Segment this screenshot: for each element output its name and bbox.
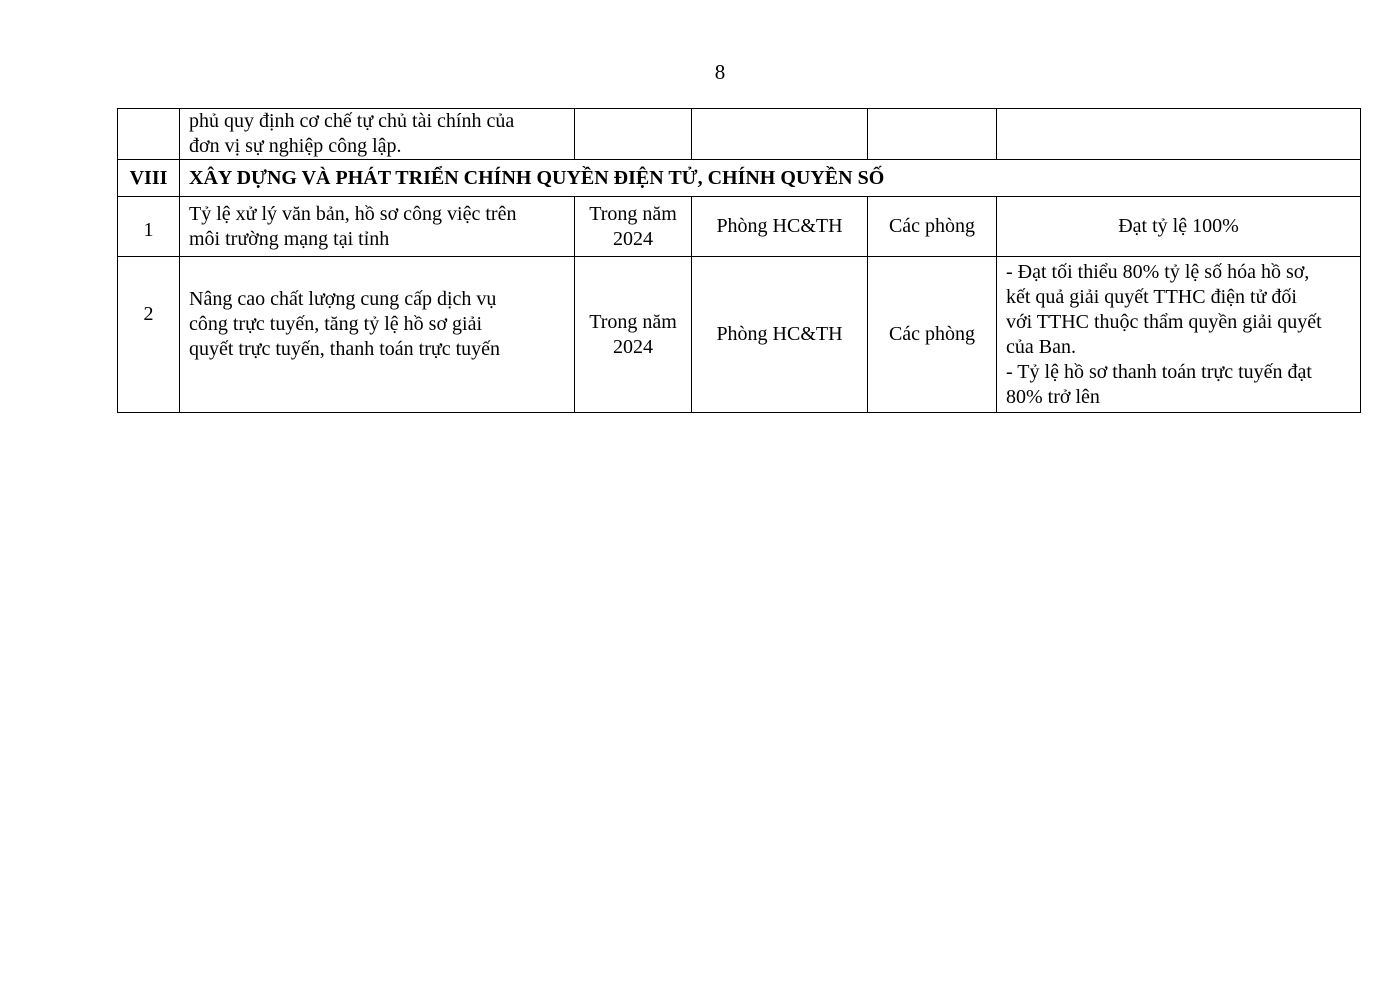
stt-cell xyxy=(118,109,180,160)
result-line: Đạt tỷ lệ 100% xyxy=(1118,215,1239,237)
result-cell xyxy=(997,109,1361,160)
time-line: Trong năm xyxy=(589,202,677,225)
content-cell xyxy=(180,257,575,413)
content-cell xyxy=(180,109,575,160)
stt-cell: 1 xyxy=(118,197,180,257)
lead-unit-cell: Phòng HC&TH xyxy=(692,257,868,413)
table-row xyxy=(118,257,1361,413)
result-line: 80% trở lên xyxy=(1006,385,1100,408)
lead-unit-cell xyxy=(692,109,868,160)
content-line: công trực tuyến, tăng tỷ lệ hồ sơ giải xyxy=(189,313,483,335)
result-cell xyxy=(997,257,1361,413)
stt-cell: 2 xyxy=(118,257,180,413)
time-line: 2024 xyxy=(613,335,653,358)
section-title: XÂY DỰNG VÀ PHÁT TRIỂN CHÍNH QUYỀN ĐIỆN TỬ, CHÍNH QUYỀN SỐ xyxy=(180,160,1361,197)
content-line: Nâng cao chất lượng cung cấp dịch vụ xyxy=(189,288,497,310)
time-cell xyxy=(575,257,692,413)
result-line: của Ban. xyxy=(1006,335,1076,358)
table-row xyxy=(118,197,1361,257)
content-line: Tỷ lệ xử lý văn bản, hồ sơ công việc trên xyxy=(189,202,517,225)
result-line: - Tỷ lệ hồ sơ thanh toán trực tuyến đạt xyxy=(1006,360,1312,383)
section-row xyxy=(118,160,1361,197)
section-number: VIII xyxy=(118,160,180,197)
result-cell xyxy=(997,197,1361,257)
content-line: môi trường mạng tại tỉnh xyxy=(189,227,390,250)
coordinating-unit-cell: Các phòng xyxy=(868,257,997,413)
result-line: kết quả giải quyết TTHC điện tử đối xyxy=(1006,285,1297,308)
coordinating-unit-cell: Các phòng xyxy=(868,197,997,257)
result-line: - Đạt tối thiểu 80% tỷ lệ số hóa hồ sơ, xyxy=(1006,260,1310,283)
coordinating-unit-cell xyxy=(868,109,997,160)
content-cell xyxy=(180,197,575,257)
page-number: 8 xyxy=(714,60,726,84)
content-line: phủ quy định cơ chế tự chủ tài chính của xyxy=(189,110,515,132)
content-line: đơn vị sự nghiệp công lập. xyxy=(189,135,402,157)
time-line: 2024 xyxy=(613,227,653,250)
time-line: Trong năm xyxy=(589,310,677,333)
table-row-continuation xyxy=(118,109,1361,160)
lead-unit-cell: Phòng HC&TH xyxy=(692,197,868,257)
content-line: quyết trực tuyến, thanh toán trực tuyến xyxy=(189,338,501,360)
time-cell xyxy=(575,109,692,160)
time-cell xyxy=(575,197,692,257)
plan-table xyxy=(117,108,1361,413)
result-line: với TTHC thuộc thẩm quyền giải quyết xyxy=(1006,310,1322,333)
